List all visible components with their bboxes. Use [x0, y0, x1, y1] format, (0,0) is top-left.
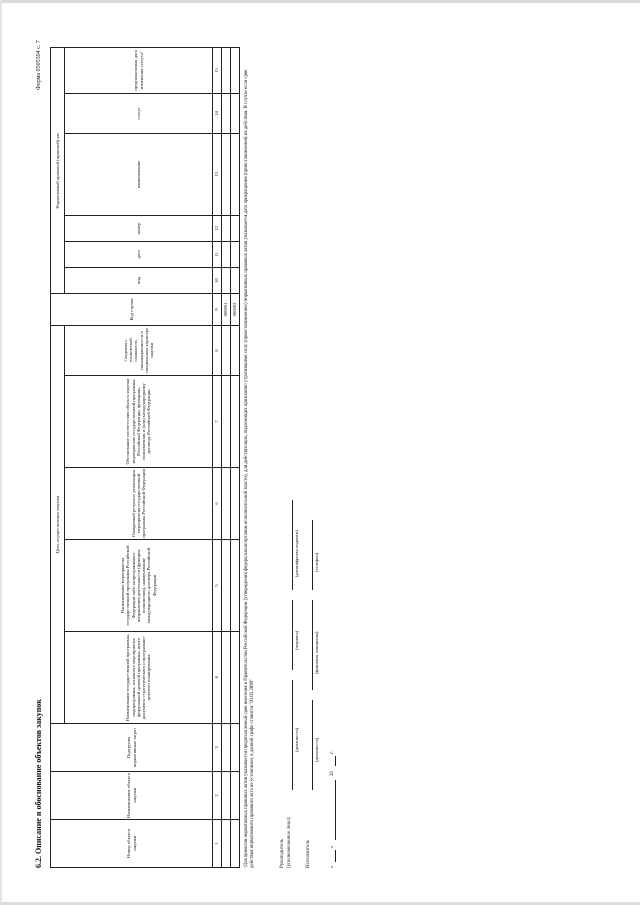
objects-table — [50, 47, 240, 868]
cell-act-type[interactable] — [222, 267, 231, 293]
date-year-suffix: г. — [330, 751, 335, 754]
scan-edge-left — [0, 0, 2, 905]
cell-object-number[interactable] — [231, 820, 240, 868]
cell-complexity[interactable] — [231, 325, 240, 375]
column-number: 5 — [213, 540, 222, 632]
col-header-12: номер — [65, 215, 213, 241]
caption-signature: (подпись) — [294, 630, 299, 650]
column-number-row — [213, 47, 222, 867]
column-number: 14 — [213, 93, 222, 133]
date-day-line[interactable] — [335, 850, 336, 862]
caption-phone: (телефон) — [314, 552, 319, 572]
cell-act-date[interactable] — [231, 241, 240, 267]
head-label: Руководитель — [280, 838, 285, 868]
col-header-13: наименование — [65, 133, 213, 215]
caption-name: (фамилия, инициалы) — [314, 631, 319, 674]
date-year-line[interactable] — [335, 756, 336, 766]
executor-name-line[interactable] — [312, 600, 313, 690]
row-code: 000001 — [222, 293, 231, 325]
head-decode-line[interactable] — [292, 500, 293, 590]
cell-act-number[interactable] — [222, 215, 231, 241]
cell-subgroup[interactable] — [231, 724, 240, 772]
cell-justification[interactable] — [231, 376, 240, 468]
cell-act-date[interactable] — [222, 241, 231, 267]
table-row — [222, 47, 231, 867]
col-header-15: предполагаемая дата изменения статуса⁷ — [65, 47, 213, 93]
column-number: 13 — [213, 133, 222, 215]
col-header-7: Обоснование соответствия объекта закупки мероприятию государственной программы Российской Федерации, функциям, полномочиям и (или) международному договору Российской Федерации — [65, 376, 213, 468]
table-row — [231, 47, 240, 867]
col-header-2: Наименование объекта закупки — [51, 772, 213, 820]
executor-label: Исполнитель — [306, 840, 311, 868]
col-header-10: вид — [65, 267, 213, 293]
cell-act-status-date[interactable] — [231, 47, 240, 93]
date-month-line[interactable] — [335, 780, 336, 840]
column-number: 3 — [213, 724, 222, 772]
col-header-6: Ожидаемый результат реализации мероприятия государственной программы Российской Федерации — [65, 468, 213, 540]
head-signature-line[interactable] — [292, 600, 293, 670]
cell-result[interactable] — [231, 468, 240, 540]
caption-position-2: (должность) — [314, 737, 319, 762]
column-number: 1 — [213, 820, 222, 868]
cell-act-name[interactable] — [231, 133, 240, 215]
column-number: 10 — [213, 267, 222, 293]
cell-act-status[interactable] — [222, 93, 231, 133]
cell-act-status-date[interactable] — [222, 47, 231, 93]
cell-result[interactable] — [222, 468, 231, 540]
group-header-normative: Нормативный правовой (правовой) акт — [51, 47, 65, 293]
executor-phone-line[interactable] — [312, 520, 313, 590]
column-number: 9 — [213, 293, 222, 325]
date-close-quote: » — [330, 845, 335, 848]
col-header-14: статус — [65, 93, 213, 133]
cell-act-number[interactable] — [231, 215, 240, 241]
head-label-sub: (уполномоченное лицо) — [287, 817, 292, 868]
executor-position-line[interactable] — [312, 700, 313, 790]
column-number: 6 — [213, 468, 222, 540]
col-header-3: Подгруппа нормативных затрат — [51, 724, 213, 772]
column-number: 4 — [213, 632, 222, 724]
cell-justification[interactable] — [222, 376, 231, 468]
cell-object-number[interactable] — [222, 820, 231, 868]
cell-measure[interactable] — [231, 540, 240, 632]
cell-subgroup[interactable] — [222, 724, 231, 772]
cell-program[interactable] — [231, 632, 240, 724]
footnote: ⁷Для проектов нормативных правовых актов указывается предполагаемый срок внесения в Правительство Российской Федерации (утверждения федеральным органом исполнительной власти), для действующих, подлежащих признанию утратившими силу (приостановлению) нормативных правовых актов указывается дата прекращения (приостановления) их действия. В случае если срок действия нормативного правового акта не установлен, в данной графе ставится "01.01.2099" — [244, 69, 255, 868]
date-open-quote: « — [330, 865, 335, 868]
section-title: 6.2. Описание и обоснование объектов закупок — [34, 699, 43, 868]
column-number: 12 — [213, 215, 222, 241]
column-number: 7 — [213, 376, 222, 468]
group-header-purpose: Цель осуществления закупки — [51, 325, 65, 723]
row-code: 000002 — [231, 293, 240, 325]
col-header-1: Номер объекта закупки — [51, 820, 213, 868]
column-number: 8 — [213, 325, 222, 375]
cell-act-status[interactable] — [231, 93, 240, 133]
head-position-line[interactable] — [292, 680, 293, 790]
cell-program[interactable] — [222, 632, 231, 724]
cell-object-name[interactable] — [222, 772, 231, 820]
col-header-5: Наименование мероприятия государственной программы Российской Федерации либо непрограммного направления деятельности (функции, полномочия), наименование международного договора Российской Федерации — [65, 540, 213, 632]
cell-object-name[interactable] — [231, 772, 240, 820]
cell-act-type[interactable] — [231, 267, 240, 293]
date-year-prefix: 20 — [330, 771, 335, 776]
form-id: Форма 0505504 с. 7 — [36, 40, 42, 90]
scan-edge-top — [0, 0, 640, 3]
col-header-9: Код строки — [51, 293, 213, 325]
cell-act-name[interactable] — [222, 133, 231, 215]
caption-decode: (расшифровка подписи) — [294, 530, 299, 577]
caption-position: (должность) — [294, 727, 299, 752]
column-number: 15 — [213, 47, 222, 93]
col-header-11: дата — [65, 241, 213, 267]
cell-complexity[interactable] — [222, 325, 231, 375]
form-sheet — [30, 40, 610, 880]
cell-measure[interactable] — [222, 540, 231, 632]
col-header-4: Наименование государственной программы, подпрограммы, основного мероприятия федеральной целевой программы, иного документа стратегического и программно-целевого планирования — [65, 632, 213, 724]
col-header-8: Сведения о технической сложности, инновационности и специальном характере закупки — [65, 325, 213, 375]
column-number: 2 — [213, 772, 222, 820]
column-number: 11 — [213, 241, 222, 267]
